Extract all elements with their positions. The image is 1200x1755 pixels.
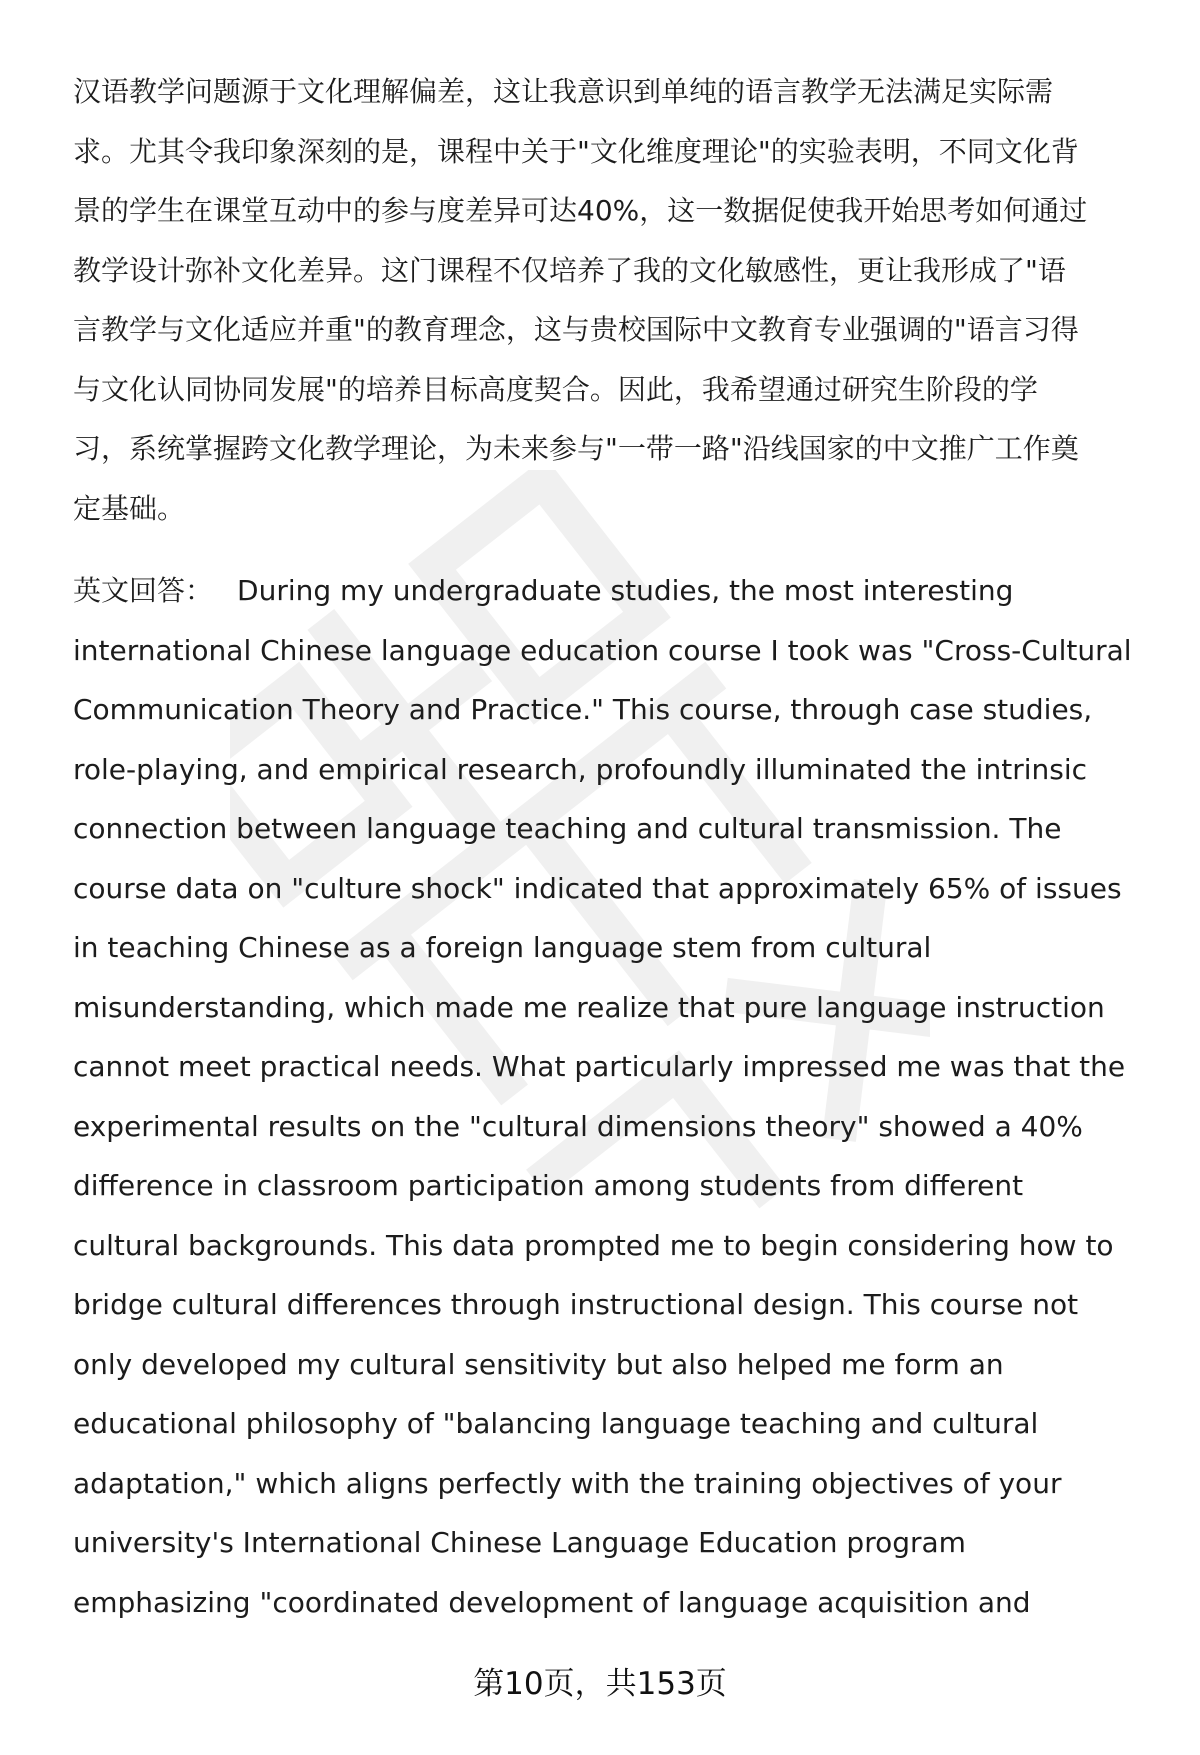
chinese-paragraph [73, 62, 1143, 538]
text-line-content: During my undergraduate studies, the most interesting [237, 574, 1014, 607]
text-line: only developed my cultural sensitivity but also helped me form an [73, 1347, 1004, 1381]
page-number-footer: 第10页，共153页 [473, 1666, 727, 1702]
text-line: connection between language teaching and cultural transmission. The [73, 812, 1062, 845]
text-line: in teaching Chinese as a foreign language stem from cultural [73, 931, 932, 964]
english-answer-paragraph [73, 561, 1143, 1632]
text-line: 教学设计弥补文化差异。这门课程不仅培养了我的文化敏感性，更让我形成了"语 [73, 253, 1066, 287]
text-line: role-playing, and empirical research, profoundly illuminated the intrinsic [73, 752, 1087, 786]
text-line: 汉语教学问题源于文化理解偏差，这让我意识到单纯的语言教学无法满足实际需 [73, 75, 1054, 108]
text-line: adaptation," which aligns perfectly with the training objectives of your [73, 1466, 1062, 1500]
text-line: bridge cultural differences through instructional design. This course not [73, 1288, 1079, 1321]
text-line: experimental results on the "cultural dimensions theory" showed a 40% [73, 1109, 1083, 1143]
text-line: cultural backgrounds. This data prompted me to begin considering how to [73, 1228, 1114, 1262]
text-line: university's International Chinese Language Education program [73, 1526, 966, 1559]
text-line: misunderstanding, which made me realize that pure language instruction [73, 990, 1105, 1024]
text-line: 习，系统掌握跨文化教学理论，为未来参与"一带一路"沿线国家的中文推广工作奠 [73, 432, 1079, 465]
text-line: 定基础。 [73, 491, 186, 525]
text-line: emphasizing "coordinated development of language acquisition and [73, 1585, 1031, 1619]
text-line: difference in classroom participation among students from different [73, 1169, 1024, 1202]
text-line: international Chinese language education course I took was "Cross-Cultural [73, 633, 1132, 667]
text-line: 求。尤其令我印象深刻的是，课程中关于"文化维度理论"的实验表明，不同文化背 [73, 134, 1079, 168]
text-line: educational philosophy of "balancing language teaching and cultural [73, 1407, 1039, 1440]
text-line: Communication Theory and Practice." This course, through case studies, [73, 693, 1093, 726]
text-line: 与文化认同协同发展"的培养目标高度契合。因此，我希望通过研究生阶段的学 [73, 372, 1038, 406]
text-line: course data on "culture shock" indicated that approximately 65% of issues [73, 871, 1122, 905]
document-body [73, 62, 1143, 1632]
english-answer-label: 英文回答： [73, 574, 214, 607]
text-line: 景的学生在课堂互动中的参与度差异可达40%，这一数据促使我开始思考如何通过 [73, 194, 1088, 227]
text-line: 言教学与文化适应并重"的教育理念，这与贵校国际中文教育专业强调的"语言习得 [73, 313, 1079, 346]
text-line: cannot meet practical needs. What particularly impressed me was that the [73, 1050, 1126, 1083]
text-line [73, 561, 1143, 621]
